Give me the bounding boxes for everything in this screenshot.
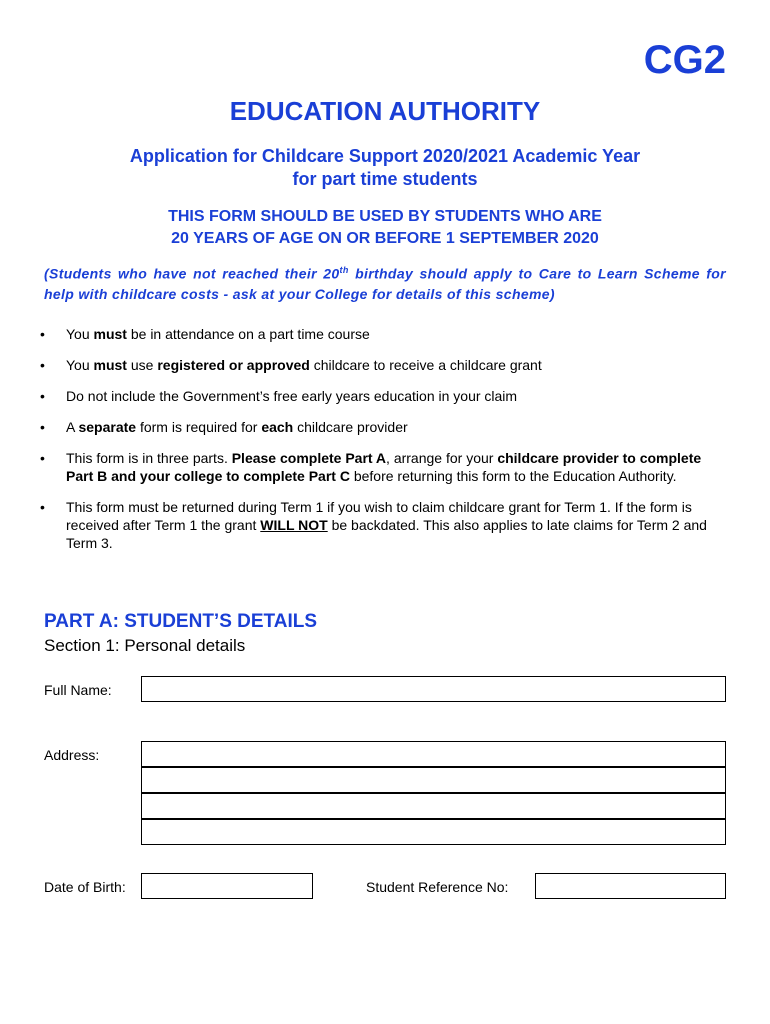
notice-line-1: THIS FORM SHOULD BE USED BY STUDENTS WHO ARE: [168, 208, 602, 225]
emphasis: childcare provider to complete Part B and your college to complete Part C: [66, 450, 702, 484]
eligibility-notice: [0, 206, 770, 250]
emphasis: WILL NOT: [260, 517, 328, 533]
text: before returning this form to the Education Authority.: [349, 468, 677, 484]
text: be backdated. This also applies to late claims for Term 2 and Term 3.: [66, 517, 707, 551]
emphasis: Please complete Part A: [231, 450, 387, 466]
authority-title: EDUCATION AUTHORITY: [229, 96, 541, 126]
section-1-heading: Section 1: Personal details: [44, 636, 246, 655]
address-line-2-field[interactable]: [141, 767, 726, 793]
date-of-birth-field[interactable]: [141, 873, 313, 899]
emphasis: registered or approved: [157, 357, 310, 373]
full-name-field[interactable]: [141, 676, 726, 702]
text: childcare provider: [293, 419, 408, 435]
list-item: [40, 449, 730, 485]
note-superscript: th: [339, 265, 349, 275]
bullet-icon: •: [40, 419, 45, 435]
text: This form is in three parts.: [66, 450, 232, 466]
part-a-heading: PART A: STUDENT’S DETAILS: [44, 611, 318, 632]
note-part-1: (Students who have not reached their 20: [44, 265, 340, 282]
text: form is required for: [136, 419, 262, 435]
care-to-learn-note: [44, 260, 726, 304]
list-item: [40, 325, 730, 343]
text: A: [66, 419, 79, 435]
bullet-icon: •: [40, 357, 45, 373]
subtitle-line-2: for part time students: [292, 169, 478, 189]
student-reference-label: Student Reference No:: [366, 879, 509, 895]
date-of-birth-label: Date of Birth:: [44, 879, 126, 895]
text: use: [126, 357, 158, 373]
list-item: [40, 498, 730, 552]
text: Do not include the Government’s free early years education in your claim: [66, 388, 518, 404]
form-subtitle: [0, 145, 770, 191]
text: childcare to receive a childcare grant: [309, 357, 542, 373]
emphasis: each: [261, 419, 294, 435]
bullet-icon: •: [40, 450, 45, 466]
text: You: [66, 357, 94, 373]
note-part-2: birthday should apply to Care to Learn Scheme for help with childcare costs - ask at your College for details of this scheme): [44, 265, 726, 302]
bullet-icon: •: [40, 326, 45, 342]
text: be in attendance on a part time course: [126, 326, 370, 342]
address-line-4-field[interactable]: [141, 819, 726, 845]
emphasis: must: [93, 357, 127, 373]
list-item: [40, 387, 730, 405]
emphasis: must: [93, 326, 127, 342]
bullet-icon: •: [40, 499, 45, 515]
student-reference-field[interactable]: [535, 873, 726, 899]
address-label: Address:: [44, 747, 100, 763]
text: This form must be returned during Term 1 if you wish to claim childcare grant for Term 1. If the form is received after Term 1 the grant: [66, 499, 692, 533]
bullet-icon: •: [40, 388, 45, 404]
emphasis: separate: [78, 419, 137, 435]
subtitle-line-1: Application for Childcare Support 2020/2021 Academic Year: [129, 146, 641, 166]
notice-line-2: 20 YEARS OF AGE ON OR BEFORE 1 SEPTEMBER 2020: [171, 230, 599, 247]
instruction-list: [40, 325, 730, 565]
text: , arrange for your: [386, 450, 498, 466]
full-name-label: Full Name:: [44, 682, 112, 698]
text: You: [66, 326, 94, 342]
address-line-1-field[interactable]: [141, 741, 726, 767]
form-code: CG2: [643, 38, 726, 82]
list-item: [40, 356, 730, 374]
address-line-3-field[interactable]: [141, 793, 726, 819]
list-item: [40, 418, 730, 436]
